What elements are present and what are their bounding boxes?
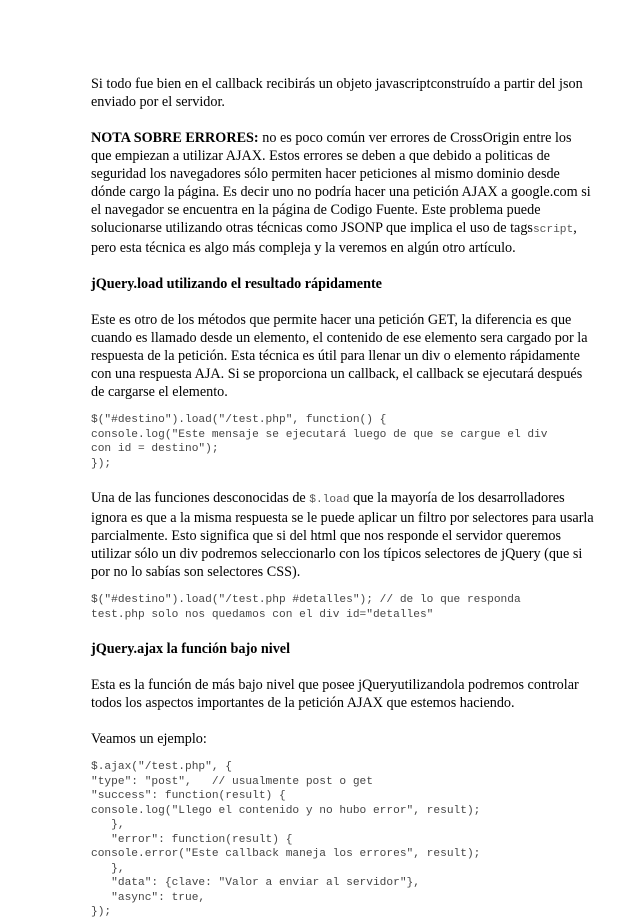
document-page [91, 75, 594, 920]
example-intro: Veamos un ejemplo: [91, 731, 207, 747]
error-note-label: NOTA SOBRE ERRORES: [91, 130, 259, 146]
intro-paragraph-line2: enviado por el servidor. [91, 94, 225, 110]
section-heading-load: jQuery.load utilizando el resultado rápidamente [91, 276, 382, 292]
code-block-load-example: $("#destino").load("/test.php", function() { console.log("Este mensaje se ejecutará luego de que se cargue el div con id = destino"); }); [91, 414, 548, 470]
intro-paragraph-line1: Si todo fue bien en el callback recibirás un objeto javascriptconstruído a partir del json [91, 76, 583, 92]
code-block-ajax-example: $.ajax("/test.php", { "type": "post", // usualmente post o get "success": function(result) { console.log("Llego el contenido y no hubo error", result); }, "error": function(result) { console.error("Este callback maneja los errores", result); }, "data": {clave: "Valor a enviar al servidor"}, "async": true, }); [91, 761, 481, 918]
inline-code-load: $.load [309, 494, 350, 506]
code-block-load-filter: $("#destino").load("/test.php #detalles"); // de lo que responda test.php solo nos quedamos con el div id="detalles" [91, 594, 521, 621]
section-heading-ajax: jQuery.ajax la función bajo nivel [91, 641, 291, 657]
ajax-description-paragraph: Esta es la función de más bajo nivel que posee jQueryutilizandola podremos controlar todos los aspectos importantes de la petición AJAX que estemos haciendo. [91, 677, 579, 711]
load-filter-paragraph: Una de las funciones desconocidas de $.load que la mayoría de los desarrolladores ignora es que a la misma respuesta se le puede aplicar un filtro por selectores para usarla parcialmente. Esto significa que si del html que nos responde el servidor queremos utilizar sólo un div podremos seleccionarlo con los típicos selectores de jQuery (que si por no lo sabías son selectores CSS). [91, 490, 594, 580]
load-description-paragraph: Este es otro de los métodos que permite hacer una petición GET, la diferencia es que cuando es llamado desde un elemento, el contenido de ese elemento sera cargado por la respuesta de la petición. Esta técnica es útil para llenar un div o elemento rápidamente con una respuesta AJA. Si se proporciona un callback, el callback se ejecutará después de cargarse el elemento. [91, 312, 588, 400]
error-note-paragraph: NOTA SOBRE ERRORES: no es poco común ver errores de CrossOrigin entre los que empiezan a utilizar AJAX. Estos errores se deben a que debido a politicas de seguridad los navegadores sólo permiten hacer peticiones al mismo dominio desde dónde cargo la página. Es decir uno no podría hacer una petición AJAX a google.com si el navegador se encuentra en la página de Codigo Fuente. Este problema puede solucionarse utilizando otras técnicas como JSONP que implica el uso de tagsscript, pero esta técnica es algo más compleja y la veremos en algún otro artículo. [91, 130, 591, 256]
inline-code-script: script [532, 224, 574, 236]
